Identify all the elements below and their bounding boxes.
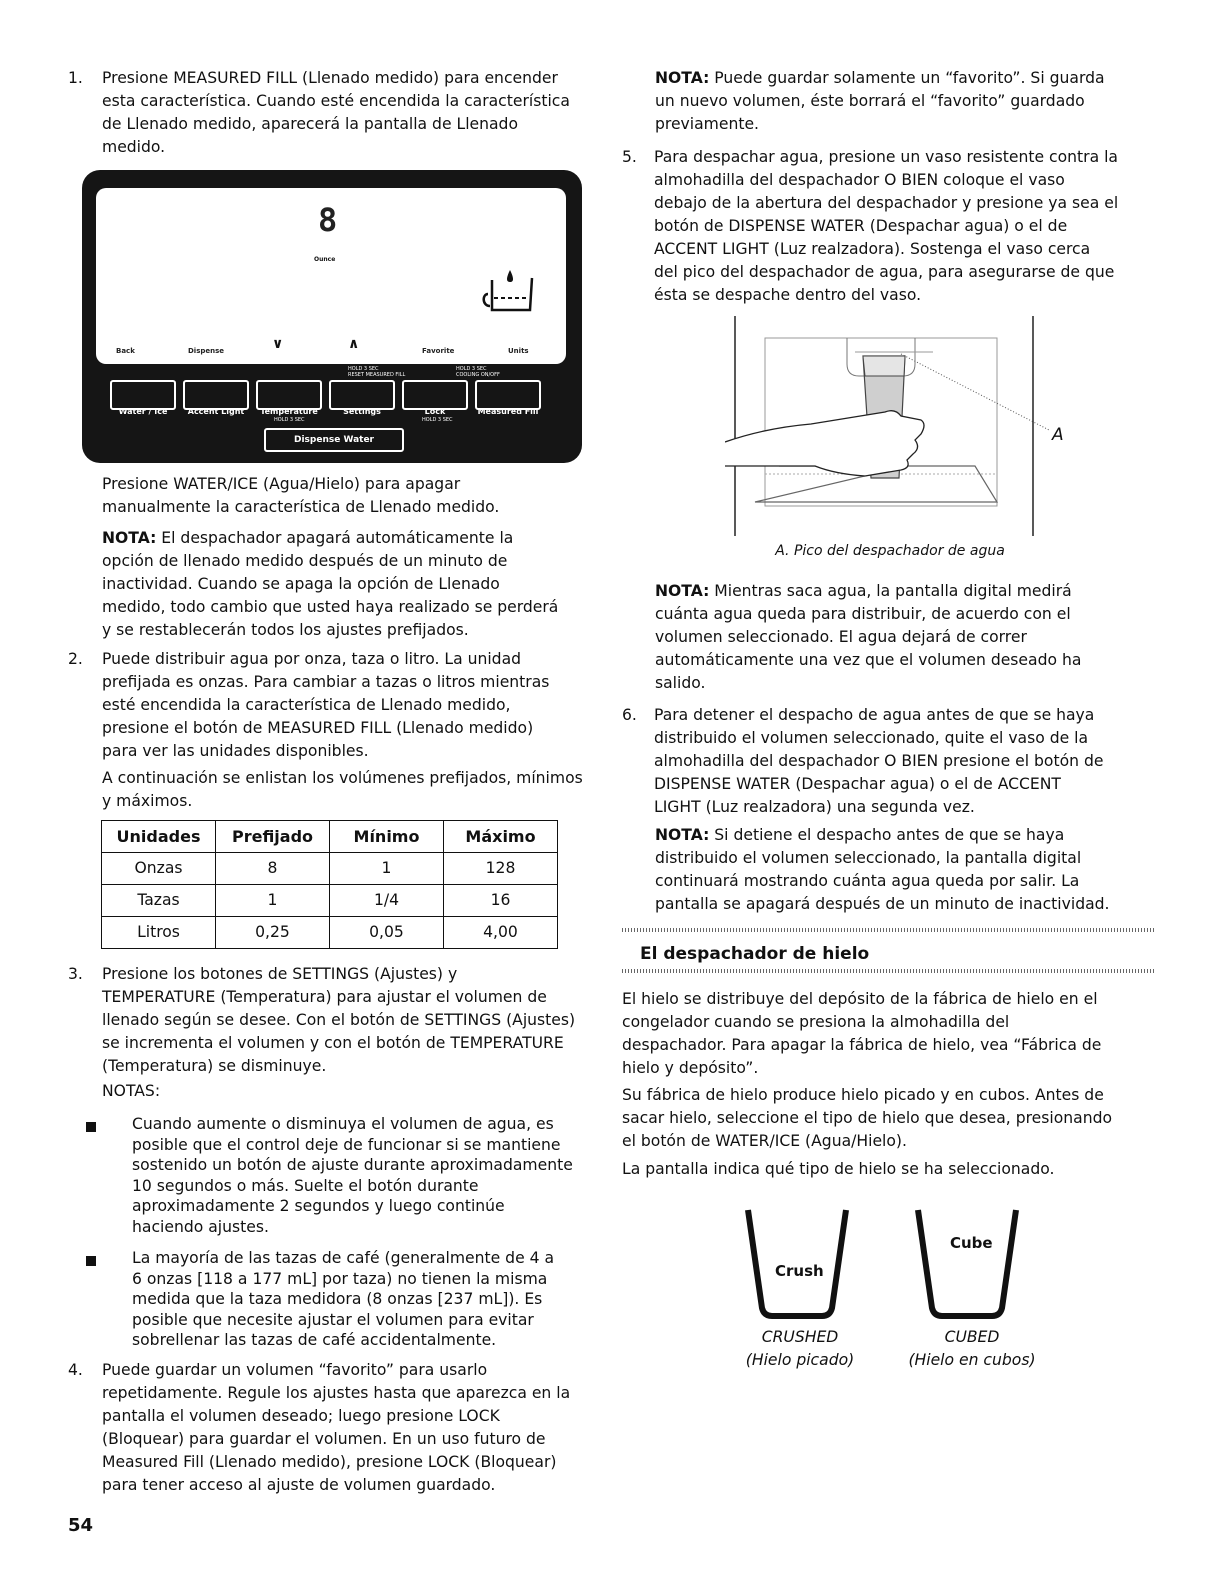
text-line: continuará mostrando cuánta agua queda por salir. La [655,872,1080,890]
cube-label: Cube [950,1234,993,1252]
settings-label: Settings [343,407,381,416]
hold-lock-tag: HOLD 3 SEC [422,417,453,423]
accent-light-label: Accent Light [187,407,245,416]
dispense-water-button[interactable]: Dispense Water [264,428,404,452]
text-line: inactividad. Cuando se apaga la opción de Llenado [102,575,500,593]
bullet-2 [132,1248,592,1351]
text-line: Si detiene el despacho antes de que se haya [709,826,1065,844]
table-row [102,917,558,949]
nota-label: NOTA: [655,826,710,844]
text-line: manualmente la característica de Llenado medido. [102,498,500,516]
figure-caption: A. Pico del despachador de agua [775,543,1005,559]
bullet-icon [86,1122,96,1132]
text-line: se incrementa el volumen y con el botón de TEMPERATURE [102,1034,564,1052]
text-line: de Llenado medido, aparecerá la pantalla de Llenado [102,115,518,133]
text-line: (Bloquear) para guardar el volumen. En un uso futuro de [102,1430,546,1448]
section-title: El despachador de hielo [640,944,870,964]
figure-callout-a: A [1052,425,1064,445]
nota-3 [655,580,1155,695]
table-cell: Litros [102,917,216,949]
item-number: 1. [68,69,83,87]
item-number: 2. [68,650,83,668]
cubed-ice-icon [912,1208,1022,1320]
column-header: Unidades [102,821,216,853]
column-header: Prefijado [216,821,330,853]
text-line: aproximadamente 2 segundos y luego continúe [132,1197,505,1215]
text-line: 10 segundos o más. Suelte el botón durante [132,1176,479,1195]
text-line: repetidamente. Regule los ajustes hasta que aparezca en la [102,1384,571,1402]
text-line: para tener acceso al ajuste de volumen guardado. [102,1476,496,1494]
table-cell: 0,05 [330,917,444,949]
text-line: haciendo ajustes. [132,1217,269,1236]
item-number: 3. [68,965,83,983]
text-line: sostenido un botón de ajuste durante aproximadamente [132,1156,573,1174]
text-line: el botón de WATER/ICE (Agua/Hielo). [622,1132,907,1150]
text-line: del pico del despachador de agua, para asegurarse de que [654,263,1115,281]
text-line: sacar hielo, seleccione el tipo de hielo que desea, presionando [622,1109,1113,1127]
back-label: Back [116,347,135,355]
cubed-subcaption: (Hielo en cubos) [908,1351,1036,1369]
table-cell: 8 [216,853,330,885]
lock-button[interactable] [402,380,468,410]
text-line: Para despachar agua, presione un vaso resistente contra la [654,148,1118,166]
text-line: almohadilla del despachador O BIEN presione el botón de [654,752,1104,770]
table-cell: Tazas [102,885,216,917]
text-line: y máximos. [102,792,193,810]
temperature-button[interactable] [256,380,322,410]
hold-cooling-tag: HOLD 3 SEC COOLING ON/OFF [456,366,500,378]
water-ice-label: Water / Ice [118,407,168,416]
text-line: ésta se despache dentro del vaso. [654,286,922,304]
text-line: llenado según se desee. Con el botón de SETTINGS (Ajustes) [102,1011,576,1029]
text-line: sobrellenar las tazas de café accidentalmente. [132,1331,497,1349]
table-cell: 16 [444,885,558,917]
table-row [102,853,558,885]
nota-label: NOTA: [655,69,710,87]
table-cell: 1/4 [330,885,444,917]
text-line: para ver las unidades disponibles. [102,742,369,760]
ice-paragraph-1 [622,988,1157,1080]
column-header: Máximo [444,821,558,853]
text-line: hielo y depósito”. [622,1059,759,1077]
water-ice-button[interactable] [110,380,176,410]
text-line: Presione WATER/ICE (Agua/Hielo) para apagar [102,475,461,493]
crushed-subcaption: (Hielo picado) [745,1351,855,1369]
nota-1 [102,527,592,642]
text-line: debajo de la abertura del despachador y presione ya sea el [654,194,1119,212]
table-cell: 1 [330,853,444,885]
table-cell: 4,00 [444,917,558,949]
crush-label: Crush [775,1262,824,1280]
dispense-label: Dispense [188,347,225,355]
after-panel-text [102,473,592,519]
item-number: 4. [68,1361,83,1379]
text-line: medida que la taza medidora (8 onzas [237 mL]). Es [132,1290,543,1308]
text-line: Su fábrica de hielo produce hielo picado y en cubos. Antes de [622,1086,1104,1104]
hold-temp-tag: HOLD 3 SEC [274,417,305,423]
text-line: prefijada es onzas. Para cambiar a tazas o litros mientras [102,673,550,691]
nota-label: NOTA: [655,582,710,600]
chevron-up-icon: ∧ [348,336,360,352]
text-line: distribuido el volumen seleccionado, la pantalla digital [655,849,1082,867]
text-line: esta característica. Cuando esté encendida la característica [102,92,570,110]
text-line: medido, todo cambio que usted haya realizado se perderá [102,598,559,616]
text-line: congelador cuando se presiona la almohadilla del [622,1013,1010,1031]
notas-label: NOTAS: [102,1082,161,1100]
text-line: opción de llenado medido después de un minuto de [102,552,508,570]
nota-4 [655,824,1155,916]
bullet-1 [132,1114,592,1237]
measured-fill-label: Measured Fill [477,407,539,416]
temperature-label: Temperature [260,407,318,416]
text-line: botón de DISPENSE WATER (Despachar agua) o el de [654,217,1068,235]
table-cell: 128 [444,853,558,885]
section-divider [622,969,1154,973]
text-line: Puede guardar solamente un “favorito”. Si guarda [709,69,1105,87]
section-divider [622,928,1154,932]
text-line: 6 onzas [118 a 177 mL] por taza) no tienen la misma [132,1269,548,1288]
cubed-caption: CUBED [944,1328,1000,1346]
text-line: salido. [655,674,706,692]
ice-paragraph-3: La pantalla indica qué tipo de hielo se ha seleccionado. [622,1160,1055,1178]
measured-fill-button[interactable] [475,380,541,410]
page-number: 54 [68,1515,94,1536]
text-line: distribuido el volumen seleccionado, quite el vaso de la [654,729,1089,747]
text-line: La mayoría de las tazas de café (generalmente de 4 a [132,1249,555,1267]
text-line: cuánta agua queda para distribuir, de acuerdo con el [655,605,1071,623]
text-line: volumen seleccionado. El agua dejará de correr [655,628,1027,646]
text-line: pantalla se apagará después de un minuto de inactividad. [655,895,1110,913]
text-line: Para detener el despacho de agua antes de que se haya [654,706,1095,724]
text-line: esté encendida la característica de Llenado medido, [102,696,511,714]
text-line: Measured Fill (Llenado medido), presione LOCK (Bloquear) [102,1453,557,1471]
text-line: Presione MEASURED FILL (Llenado medido) para encender [102,69,558,87]
table-row [102,885,558,917]
control-panel-illustration [82,170,582,463]
text-line: DISPENSE WATER (Despachar agua) o el de ACCENT [654,775,1061,793]
volume-table [101,820,558,949]
text-line: Presione los botones de SETTINGS (Ajustes) y [102,965,458,983]
text-line: y se restablecerán todos los ajustes prefijados. [102,621,469,639]
text-line: almohadilla del despachador O BIEN coloque el vaso [654,171,1065,189]
text-line: un nuevo volumen, éste borrará el “favorito” guardado [655,92,1085,110]
text-line: ACCENT LIGHT (Luz realzadora). Sostenga el vaso cerca [654,240,1091,258]
text-line: posible que el control deje de funcionar si se mantiene [132,1135,561,1154]
text-line: A continuación se enlistan los volúmenes prefijados, mínimos [102,769,583,787]
text-line: Puede distribuir agua por onza, taza o litro. La unidad [102,650,522,668]
item-number: 5. [622,148,637,166]
units-label: Units [508,347,529,355]
nota-label: NOTA: [102,529,157,547]
column-header: Mínimo [330,821,444,853]
item-number: 6. [622,706,637,724]
chevron-down-icon: ∨ [272,336,284,352]
text-line: Puede guardar un volumen “favorito” para usarlo [102,1361,488,1379]
bullet-icon [86,1256,96,1266]
settings-button[interactable] [329,380,395,410]
nota-2 [655,67,1155,136]
text-line: despachador. Para apagar la fábrica de hielo, vea “Fábrica de [622,1036,1102,1054]
text-line: presione el botón de MEASURED FILL (Llenado medido) [102,719,534,737]
text-line: (Temperatura) se disminuye. [102,1057,327,1075]
text-line: Cuando aumente o disminuya el volumen de agua, es [132,1115,554,1133]
table-cell: 0,25 [216,917,330,949]
display-screen [96,188,566,364]
digit-display: 8 [318,201,338,239]
text-line: automáticamente una vez que el volumen deseado ha [655,651,1082,669]
text-line: El despachador apagará automáticamente la [156,529,514,547]
dispenser-illustration [725,316,1055,538]
text-line: previamente. [655,115,760,133]
text-line: posible que necesite ajustar el volumen para evitar [132,1310,534,1329]
text-line: El hielo se distribuye del depósito de la fábrica de hielo en el [622,990,1098,1008]
hold-reset-tag: HOLD 3 SEC RESET MEASURED FILL [348,366,406,378]
table-header-row [102,821,558,853]
text-line: Mientras saca agua, la pantalla digital medirá [709,582,1072,600]
text-line: LIGHT (Luz realzadora) una segunda vez. [654,798,975,816]
unit-label: Ounce [314,256,336,263]
text-line: TEMPERATURE (Temperatura) para ajustar el volumen de [102,988,547,1006]
lock-label: Lock [424,407,446,416]
ice-paragraph-2 [622,1084,1157,1153]
accent-light-button[interactable] [183,380,249,410]
crushed-caption: CRUSHED [761,1328,839,1346]
item-2-continued [102,767,602,813]
table-cell: Onzas [102,853,216,885]
cup-fill-icon [480,264,550,316]
text-line: pantalla el volumen deseado; luego presione LOCK [102,1407,500,1425]
table-cell: 1 [216,885,330,917]
text-line: medido. [102,138,166,156]
favorite-label: Favorite [422,347,455,355]
